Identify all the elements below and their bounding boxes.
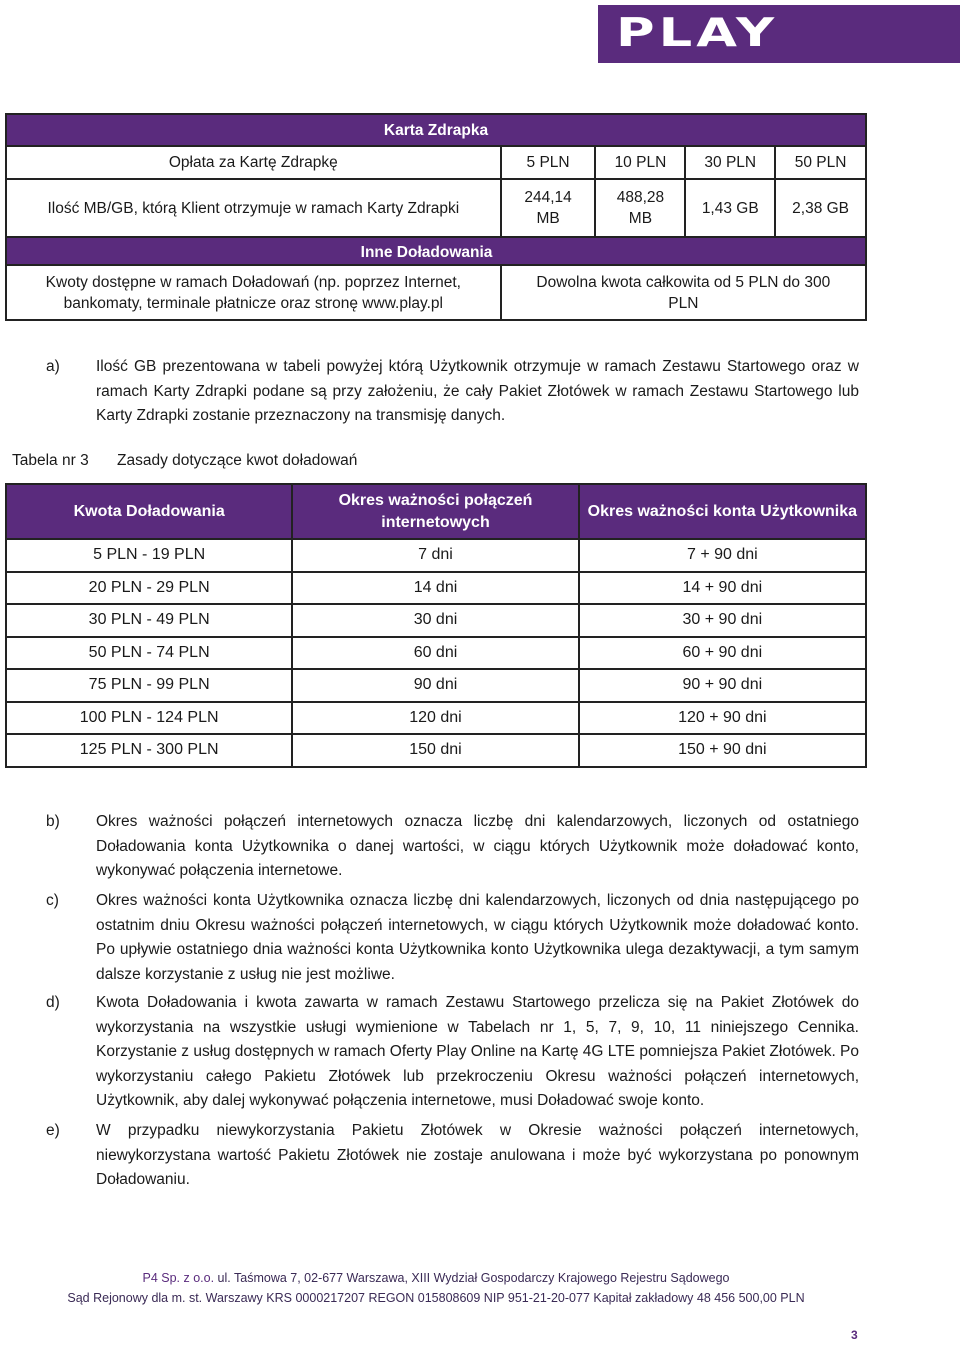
account-validity-cell: 14 + 90 dni	[579, 572, 866, 605]
amount-cell: 5 PLN - 19 PLN	[6, 539, 292, 572]
amount-cell: 125 PLN - 300 PLN	[6, 734, 292, 767]
table2-title: Zasady dotyczące kwot doładowań	[117, 452, 358, 469]
note-b-text: Okres ważności połączeń internetowych oznacza liczbę dni kalendarzowych, liczonych od ostatniego Doładowania konta Użytkownika o danej wartości, w ciągu których Użytkownik może doładować konto, wykonywać połączenia internetowe.	[96, 813, 859, 879]
data-label: Ilość MB/GB, którą Klient otrzymuje w ramach Karty Zdrapki	[6, 179, 501, 237]
note-a-text: Ilość GB prezentowana w tabeli powyżej którą Użytkownik otrzymuje w ramach Zestawu Startowego oraz w ramach Karty Zdrapki podane są przy założeniu, że cały Pakiet Złotówek w ramach Zestawu Startowego lub Karty Zdrapki zostanie przeznaczony na transmisję danych.	[96, 358, 859, 424]
table-row	[6, 669, 866, 702]
fee-value: 10 PLN	[595, 146, 685, 179]
note-e-text: W przypadku niewykorzystania Pakietu Złotówek w Okresie ważności połączeń internetowych, niewykorzystana wartość Pakietu Złotówek nie zostaje anulowana i może być wykorzystana po ponownym Doładowaniu.	[96, 1122, 859, 1188]
note-e-label: e)	[46, 1122, 60, 1139]
play-logo	[598, 5, 960, 63]
internet-validity-cell: 120 dni	[292, 702, 578, 735]
account-validity-cell: 7 + 90 dni	[579, 539, 866, 572]
data-value: 2,38 GB	[775, 179, 866, 237]
fee-value: 50 PLN	[775, 146, 866, 179]
amount-cell: 30 PLN - 49 PLN	[6, 604, 292, 637]
page-number: 3	[851, 1328, 858, 1342]
note-a-label: a)	[46, 358, 60, 375]
table-row	[6, 637, 866, 670]
internet-validity-cell: 30 dni	[292, 604, 578, 637]
data-value	[501, 179, 596, 237]
amount-cell: 20 PLN - 29 PLN	[6, 572, 292, 605]
footer-company: P4 Sp. z o.o.	[142, 1271, 215, 1285]
account-validity-cell: 90 + 90 dni	[579, 669, 866, 702]
internet-validity-cell: 14 dni	[292, 572, 578, 605]
other-value: Dowolna kwota całkowita od 5 PLN do 300 PLN	[501, 265, 866, 320]
table-row	[6, 539, 866, 572]
column-header-text: Kwota Doładowania	[73, 502, 225, 520]
table-row	[6, 734, 866, 767]
table-row	[6, 604, 866, 637]
data-value: 1,43 GB	[685, 179, 775, 237]
column-header	[579, 484, 866, 539]
karta-zdrapka-table	[5, 113, 867, 321]
table-row	[6, 572, 866, 605]
internet-validity-cell: 7 dni	[292, 539, 578, 572]
column-header	[6, 484, 292, 539]
other-title	[360, 237, 866, 265]
amount-cell: 50 PLN - 74 PLN	[6, 637, 292, 670]
footer-line-2: Sąd Rejonowy dla m. st. Warszawy KRS 0000217207 REGON 015808609 NIP 951-21-20-077 Kapitał zakładowy 48 456 500,00 PLN	[67, 1291, 805, 1305]
column-header	[292, 484, 578, 539]
note-d-label: d)	[46, 994, 60, 1011]
column-header-text: Okres ważności konta Użytkownika	[587, 502, 858, 520]
fee-value: 5 PLN	[501, 146, 596, 179]
footer-address: ul. Taśmowa 7, 02-677 Warszawa, XIII Wydział Gospodarczy Krajowego Rejestru Sądowego	[214, 1271, 730, 1285]
data-value-text: 244,14 MB	[524, 189, 572, 227]
recharge-rules-table	[5, 483, 867, 768]
logo-text: PLAY	[616, 11, 779, 56]
footer-line-1	[0, 1271, 872, 1285]
table-row	[6, 702, 866, 735]
internet-validity-cell: 150 dni	[292, 734, 578, 767]
note-c-label: c)	[46, 892, 59, 909]
internet-validity-cell: 60 dni	[292, 637, 578, 670]
amount-cell: 75 PLN - 99 PLN	[6, 669, 292, 702]
note-c-text: Okres ważności konta Użytkownika oznacza liczbę dni kalendarzowych, liczonych od dnia następującego po ostatnim dniu Okresu ważności połączeń internetowych, w ciągu których Użytkownik może doładować konto. Po upływie ostatniego dnia ważności konta Użytkownika konto Użytkownika ulega dezaktywacji, a tym samym dalsze korzystanie z usług nie jest możliwe.	[96, 892, 859, 983]
column-header-text: Okres ważności połączeń internetowych	[338, 491, 533, 531]
other-label: Kwoty dostępne w ramach Doładowań (np. poprzez Internet, bankomaty, terminale płatnicze oraz stronę www.play.pl	[6, 265, 501, 320]
account-validity-cell: 120 + 90 dni	[579, 702, 866, 735]
account-validity-cell: 150 + 90 dni	[579, 734, 866, 767]
table2-number: Tabela nr 3	[12, 452, 89, 469]
amount-cell: 100 PLN - 124 PLN	[6, 702, 292, 735]
other-title-text: Inne Doładowania	[360, 244, 493, 261]
account-validity-cell: 30 + 90 dni	[579, 604, 866, 637]
account-validity-cell: 60 + 90 dni	[579, 637, 866, 670]
table1-title: Karta Zdrapka	[6, 114, 866, 146]
data-value	[595, 179, 685, 237]
note-b-label: b)	[46, 813, 60, 830]
data-value-text: 488,28 MB	[616, 189, 665, 227]
fee-value: 30 PLN	[685, 146, 775, 179]
fee-label: Opłata za Kartę Zdrapkę	[6, 146, 501, 179]
note-d-text: Kwota Doładowania i kwota zawarta w ramach Zestawu Startowego przelicza się na Pakiet Złotówek do wykorzystania na wszystkie usługi wymienione w Tabelach nr 1, 5, 7, 9, 10, 11 niniejszego Cennika. Korzystanie z usług dostępnych w ramach Oferty Play Online na Kartę 4G LTE pomniejsza Pakiet Złotówek. Po wykorzystaniu całego Pakietu Złotówek lub przekroczeniu Okresu ważności połączeń internetowych, Użytkownik, aby dalej wykonywać połączenia internetowe, musi Doładować swoje konto.	[96, 994, 860, 1109]
internet-validity-cell: 90 dni	[292, 669, 578, 702]
